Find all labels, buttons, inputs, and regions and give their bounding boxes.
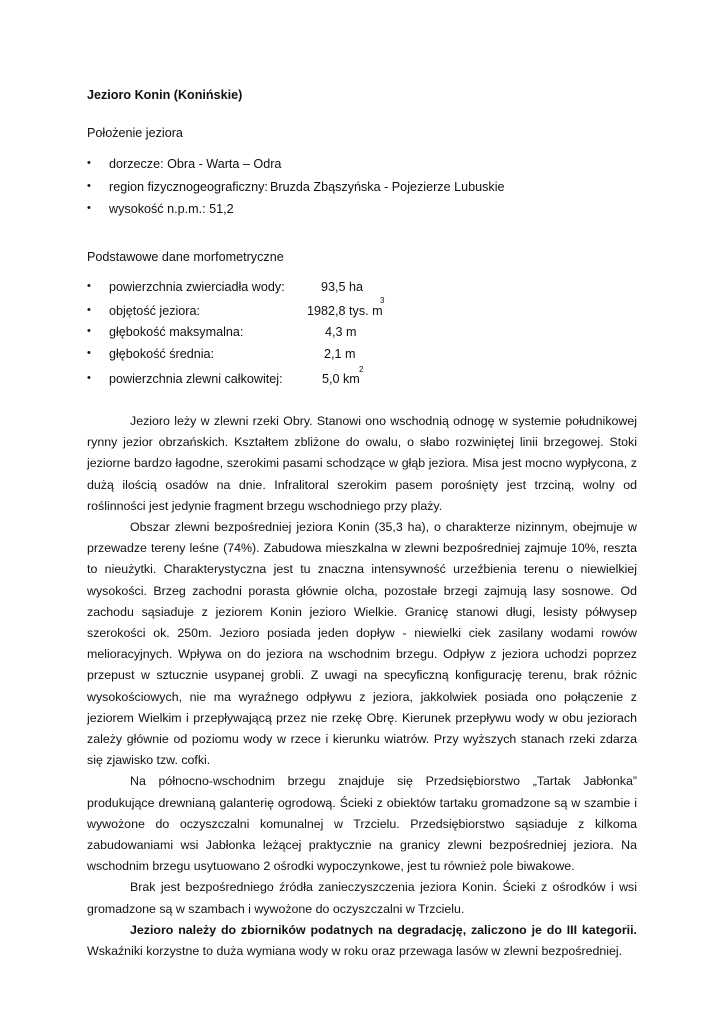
morpho-item-value: 4,3 m bbox=[325, 325, 357, 339]
paragraph: Jezioro leży w zlewni rzeki Obry. Stanowi ono wschodnią odnogę w systemie południkowej rynny jezior obrzańskich. Kształtem zbliżone do owalu, o słabo rozwiniętej linii brzegowej. Stoki jeziorne bardzo łagodne, szerokimi pasami schodzące w głąb jeziora. Misa jest mocno wypłycona, z dużą ilością osadów na dnie. Infralitoral szerokim pasem porośnięty jest trzciną, wolny od roślinności jest jedynie fragment brzegu wschodniego przy plaży. bbox=[87, 414, 637, 513]
bullet-icon: • bbox=[87, 347, 91, 359]
bullet-icon: • bbox=[87, 304, 91, 316]
bullet-icon: • bbox=[87, 372, 91, 384]
morpho-item-value: 5,0 km bbox=[322, 372, 360, 386]
conclusion-bold: Jezioro należy do zbiorników podatnych na degradację, zaliczono je do III kategorii. bbox=[130, 922, 637, 937]
morpho-item-superscript: 3 bbox=[380, 296, 385, 305]
bullet-icon: • bbox=[87, 180, 91, 192]
morpho-heading: Podstawowe dane morfometryczne bbox=[87, 250, 284, 264]
bullet-icon: • bbox=[87, 202, 91, 214]
location-heading: Położenie jeziora bbox=[87, 126, 183, 140]
bullet-icon: • bbox=[87, 325, 91, 337]
morpho-item-label: głębokość średnia: bbox=[109, 347, 215, 361]
location-item-value: Bruzda Zbąszyńska - Pojezierze Lubuskie bbox=[270, 180, 505, 194]
morpho-item-value: 93,5 ha bbox=[321, 280, 364, 294]
location-item-label: dorzecze: Obra - Warta – Odra bbox=[109, 157, 282, 171]
bullet-icon: • bbox=[87, 157, 91, 169]
bullet-icon: • bbox=[87, 280, 91, 292]
location-item-label: wysokość n.p.m.: 51,2 bbox=[109, 202, 234, 216]
paragraph: Obszar zlewni bezpośredniej jeziora Konin (35,3 ha), o charakterze nizinnym, obejmuje w przewadze tereny leśne (74%). Zabudowa mieszkalna w zlewni bezpośredniej zajmuje 10%, reszta to nieużytki. Charakterystyczna jest tu znaczna intensywność urzeźbienia terenu o niewielkiej wysokości. Brzeg zachodni porasta głównie olcha, pozostałe brzegi zajmują lasy sosnowe. Od zachodu sąsiaduje z jeziorem Konin jezioro Wielkie. Granicę stanowi długi, lesisty półwysep szerokości ok. 250m. Jezioro posiada jeden dopływ - niewielki ciek zasilany wodami rowów melioracyjnych. Wpływa on do jeziora na wschodnim brzegu. Odpływ z jeziora uchodzi poprzez przepust w sztucznie usypanej grobli. Z uwagi na specyficzną konfigurację terenu, brak różnic wysokościowych, nie ma wyraźnego odpływu z jeziora, jakkolwiek posiada ono połączenie z jeziorem Wielkim i przepływającą przez nie rzekę Obrę. Kierunek przepływu wody w obu jeziorach zależy głównie od poziomu wody w rzece i kierunku wiatrów. Przy wyższych stanach rzeki zdarza się zjawisko tzw. cofki. bbox=[87, 520, 637, 768]
page-title: Jezioro Konin (Konińskie) bbox=[87, 88, 243, 102]
paragraph: Na północno-wschodnim brzegu znajduje się Przedsiębiorstwo „Tartak Jabłonka” produkujące drewnianą galanterię ogrodową. Ścieki z obiektów tartaku gromadzone są w szambie i wywożone do oczyszczalni komunalnej w Trzcielu. Przedsiębiorstwo sąsiaduje z kilkoma zabudowaniami wsi Jabłonka leżącej praktycznie na granicy zlewni bezpośredniej jeziora. Na wschodnim brzegu usytuowano 2 ośrodki wypoczynkowe, jest tu również pole biwakowe. bbox=[87, 774, 637, 874]
morpho-item-label: powierzchnia zwierciadła wody: bbox=[109, 280, 285, 294]
morpho-item-label: głębokość maksymalna: bbox=[109, 325, 244, 339]
morpho-item-value: 2,1 m bbox=[324, 347, 356, 361]
paragraph: Brak jest bezpośredniego źródła zanieczyszczenia jeziora Konin. Ścieki z ośrodków i wsi gromadzone są w szambach i wywożone do oczyszczalni w Trzcielu. bbox=[87, 880, 637, 916]
conclusion-rest: Wskaźniki korzystne to duża wymiana wody w roku oraz przewaga lasów w zlewni bezpośredniej. bbox=[87, 944, 623, 959]
morpho-item-label: powierzchnia zlewni całkowitej: bbox=[109, 372, 283, 386]
morpho-item-label: objętość jeziora: bbox=[109, 304, 201, 318]
conclusion-paragraph bbox=[87, 920, 637, 962]
location-item-label: region fizycznogeograficzny: bbox=[109, 180, 268, 194]
morpho-item-superscript: 2 bbox=[359, 365, 364, 374]
body-text bbox=[87, 411, 637, 962]
morpho-item-value: 1982,8 tys. m bbox=[307, 304, 383, 318]
